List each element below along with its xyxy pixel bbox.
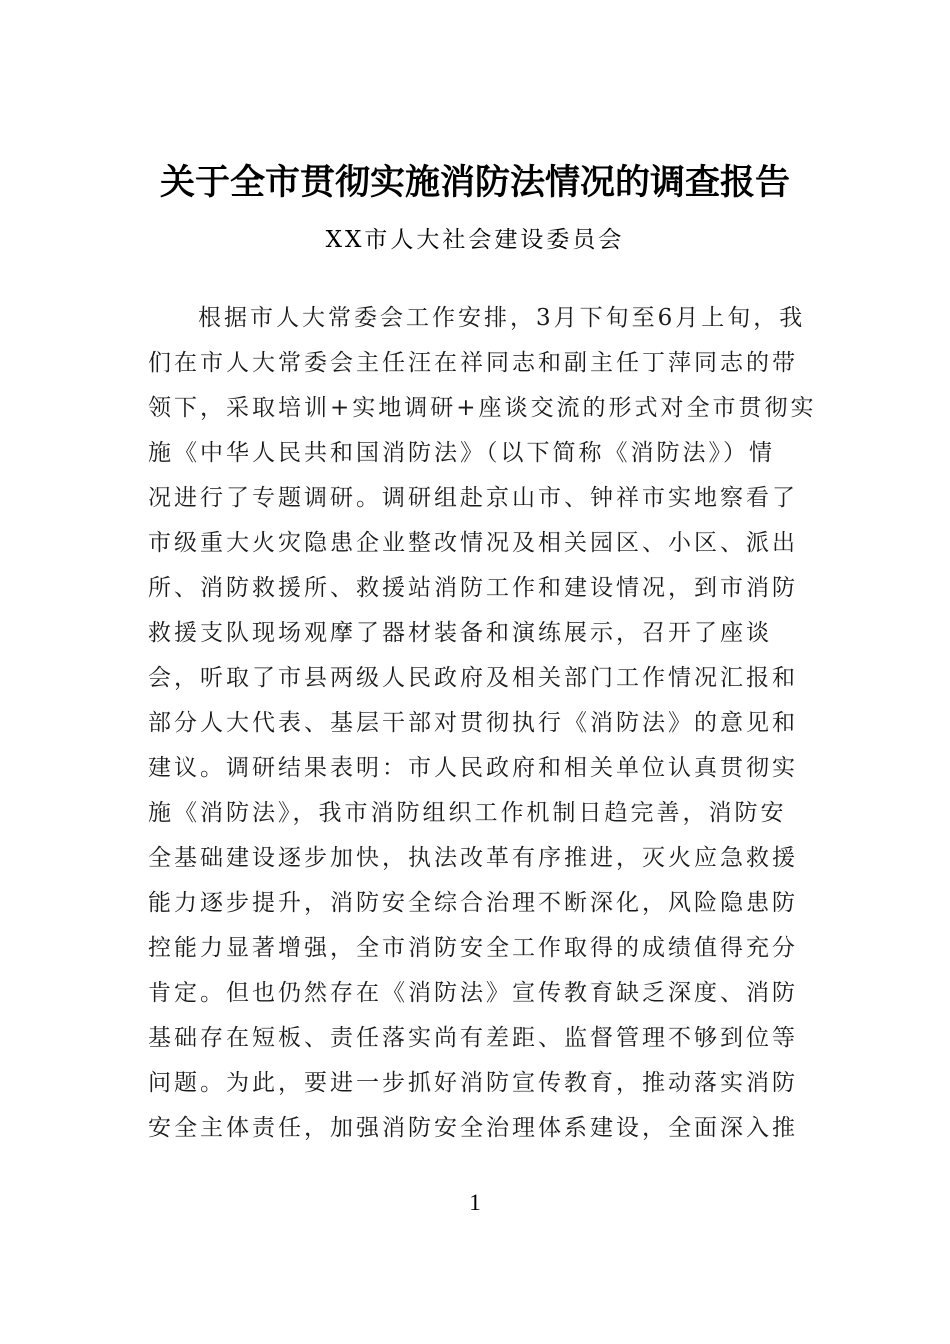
body-line: 况进行了专题调研。调研组赴京山市、钟祥市实地察看了 <box>148 485 798 511</box>
body-line: 安全主体责任，加强消防安全治理体系建设，全面深入推 <box>148 1115 798 1141</box>
body-line: 领下，采取培训+实地调研+座谈交流的形式对全市贯彻实 <box>148 395 817 421</box>
body-line: 会，听取了市县两级人民政府及相关部门工作情况汇报和 <box>148 665 798 691</box>
body-line: 根据市人大常委会工作安排，3月下旬至6月上旬，我 <box>198 305 806 331</box>
body-line: 肯定。但也仍然存在《消防法》宣传教育缺乏深度、消防 <box>148 980 798 1006</box>
body-line: 部分人大代表、基层干部对贯彻执行《消防法》的意见和 <box>148 710 798 736</box>
body-line: 控能力显著增强，全市消防安全工作取得的成绩值得充分 <box>148 935 798 961</box>
document-body <box>148 296 817 1151</box>
body-line: 基础存在短板、责任落实尚有差距、监督管理不够到位等 <box>148 1025 798 1051</box>
body-line: 市级重大火灾隐患企业整改情况及相关园区、小区、派出 <box>148 530 798 556</box>
body-line: 全基础建设逐步加快，执法改革有序推进，灭火应急救援 <box>148 845 798 871</box>
body-line: 问题。为此，要进一步抓好消防宣传教育，推动落实消防 <box>148 1070 798 1096</box>
body-line: 救援支队现场观摩了器材装备和演练展示，召开了座谈 <box>148 620 772 646</box>
body-line: 建议。调研结果表明：市人民政府和相关单位认真贯彻实 <box>148 755 798 781</box>
document-author: XX市人大社会建设委员会 <box>325 227 625 253</box>
document-title: 关于全市贯彻实施消防法情况的调查报告 <box>159 162 790 203</box>
body-line: 所、消防救援所、救援站消防工作和建设情况，到市消防 <box>148 575 798 601</box>
body-line: 们在市人大常委会主任汪在祥同志和副主任丁萍同志的带 <box>148 350 798 376</box>
body-line: 能力逐步提升，消防安全综合治理不断深化，风险隐患防 <box>148 890 798 916</box>
body-line: 施《消防法》，我市消防组织工作机制日趋完善，消防安 <box>148 800 787 826</box>
page-number: 1 <box>469 1190 481 1215</box>
body-line: 施《中华人民共和国消防法》（以下简称《消防法》）情 <box>148 440 775 466</box>
